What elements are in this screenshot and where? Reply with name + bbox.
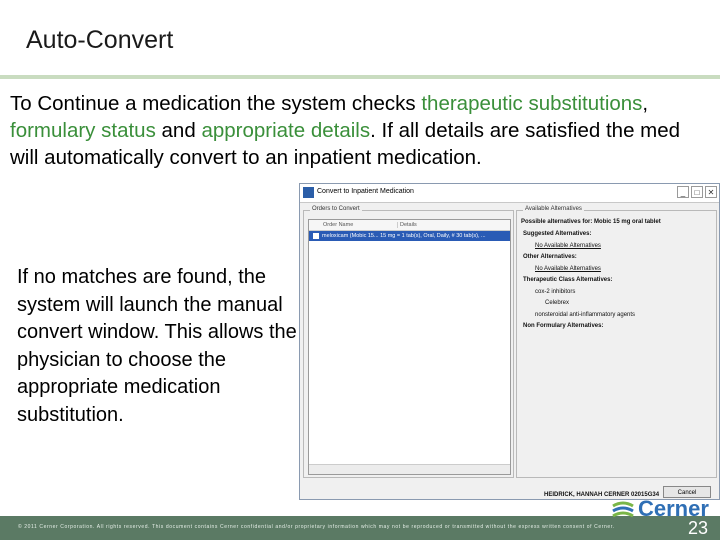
tree-node[interactable]: Other Alternatives: [523,254,577,260]
page-number: 23 [687,518,708,538]
list-header [309,220,510,231]
app-icon [303,187,314,198]
tree-node[interactable]: Celebrex [545,300,570,306]
tree-node[interactable]: Therapeutic Class Alternatives: [523,277,613,283]
intro-therapeutic: therapeutic substitutions [421,92,643,115]
dialog-titlebar[interactable] [300,184,719,203]
copyright-text: © 2011 Cerner Corporation. All rights reserved. This document contains Cerner confidential and/or proprietary information which may not be reproduced or transmitted without the express written consent of Cerner. [18,524,615,530]
available-alternatives-group [516,206,717,478]
close-button[interactable]: ✕ [705,186,717,198]
orders-to-convert-group [303,206,514,478]
tree-node[interactable]: No Available Alternatives [535,265,601,272]
slide-title: Auto-Convert [26,26,174,54]
orders-group-label: Orders to Convert [312,206,360,212]
minimize-button[interactable]: _ [677,186,689,198]
order-row-text: meloxicam (Mobic 15... 15 mg = 1 tab(s), Oral, Daily, # 30 tab(s), ... [322,233,486,239]
tree-node[interactable]: cox-2 inhibitors [535,288,576,295]
cerner-logo [611,496,709,522]
order-row[interactable] [309,231,510,241]
title-rule [0,75,720,79]
orders-list[interactable] [308,219,511,475]
horizontal-scrollbar[interactable] [309,464,510,474]
intro-details: appropriate details [201,119,371,142]
tree-node[interactable]: Suggested Alternatives: [523,231,592,237]
tree-node[interactable]: No Available Alternatives [535,242,601,249]
column-details[interactable]: Details [397,222,417,228]
alternatives-header: Possible alternatives for: Mobic 15 mg oral tablet [521,219,661,225]
cerner-logo-icon [611,500,635,520]
manual-convert-paragraph: If no matches are found, the system will launch the manual convert window. This allows the physician to choose the appropriate medication substitution. [17,266,297,426]
maximize-button[interactable]: □ [691,186,703,198]
tree-node[interactable]: Non Formulary Alternatives: [523,323,604,329]
intro-text-1: To Continue a medication the system checks [10,92,422,115]
patient-signature: HEIDRICK, HANNAH CERNER 02015G34 [544,492,660,498]
intro-text-2: , [642,92,649,115]
intro-paragraph [10,90,710,171]
intro-text-3: and [155,119,202,142]
medication-icon [313,233,319,239]
convert-dialog [299,183,720,500]
alternatives-tree[interactable] [521,219,712,473]
column-order-name[interactable]: Order Name [323,222,354,228]
logo-text: Cerner [638,496,709,521]
cancel-button[interactable]: Cancel [663,486,711,498]
alternatives-group-label: Available Alternatives [525,206,582,212]
intro-text-4: . If all details are satisfied the med will automatically convert to an inpatient medication. [10,119,681,169]
dialog-title: Convert to Inpatient Medication [317,188,414,195]
tree-node[interactable]: nonsteroidal anti-inflammatory agents [535,311,636,318]
intro-formulary: formulary status [10,119,156,142]
